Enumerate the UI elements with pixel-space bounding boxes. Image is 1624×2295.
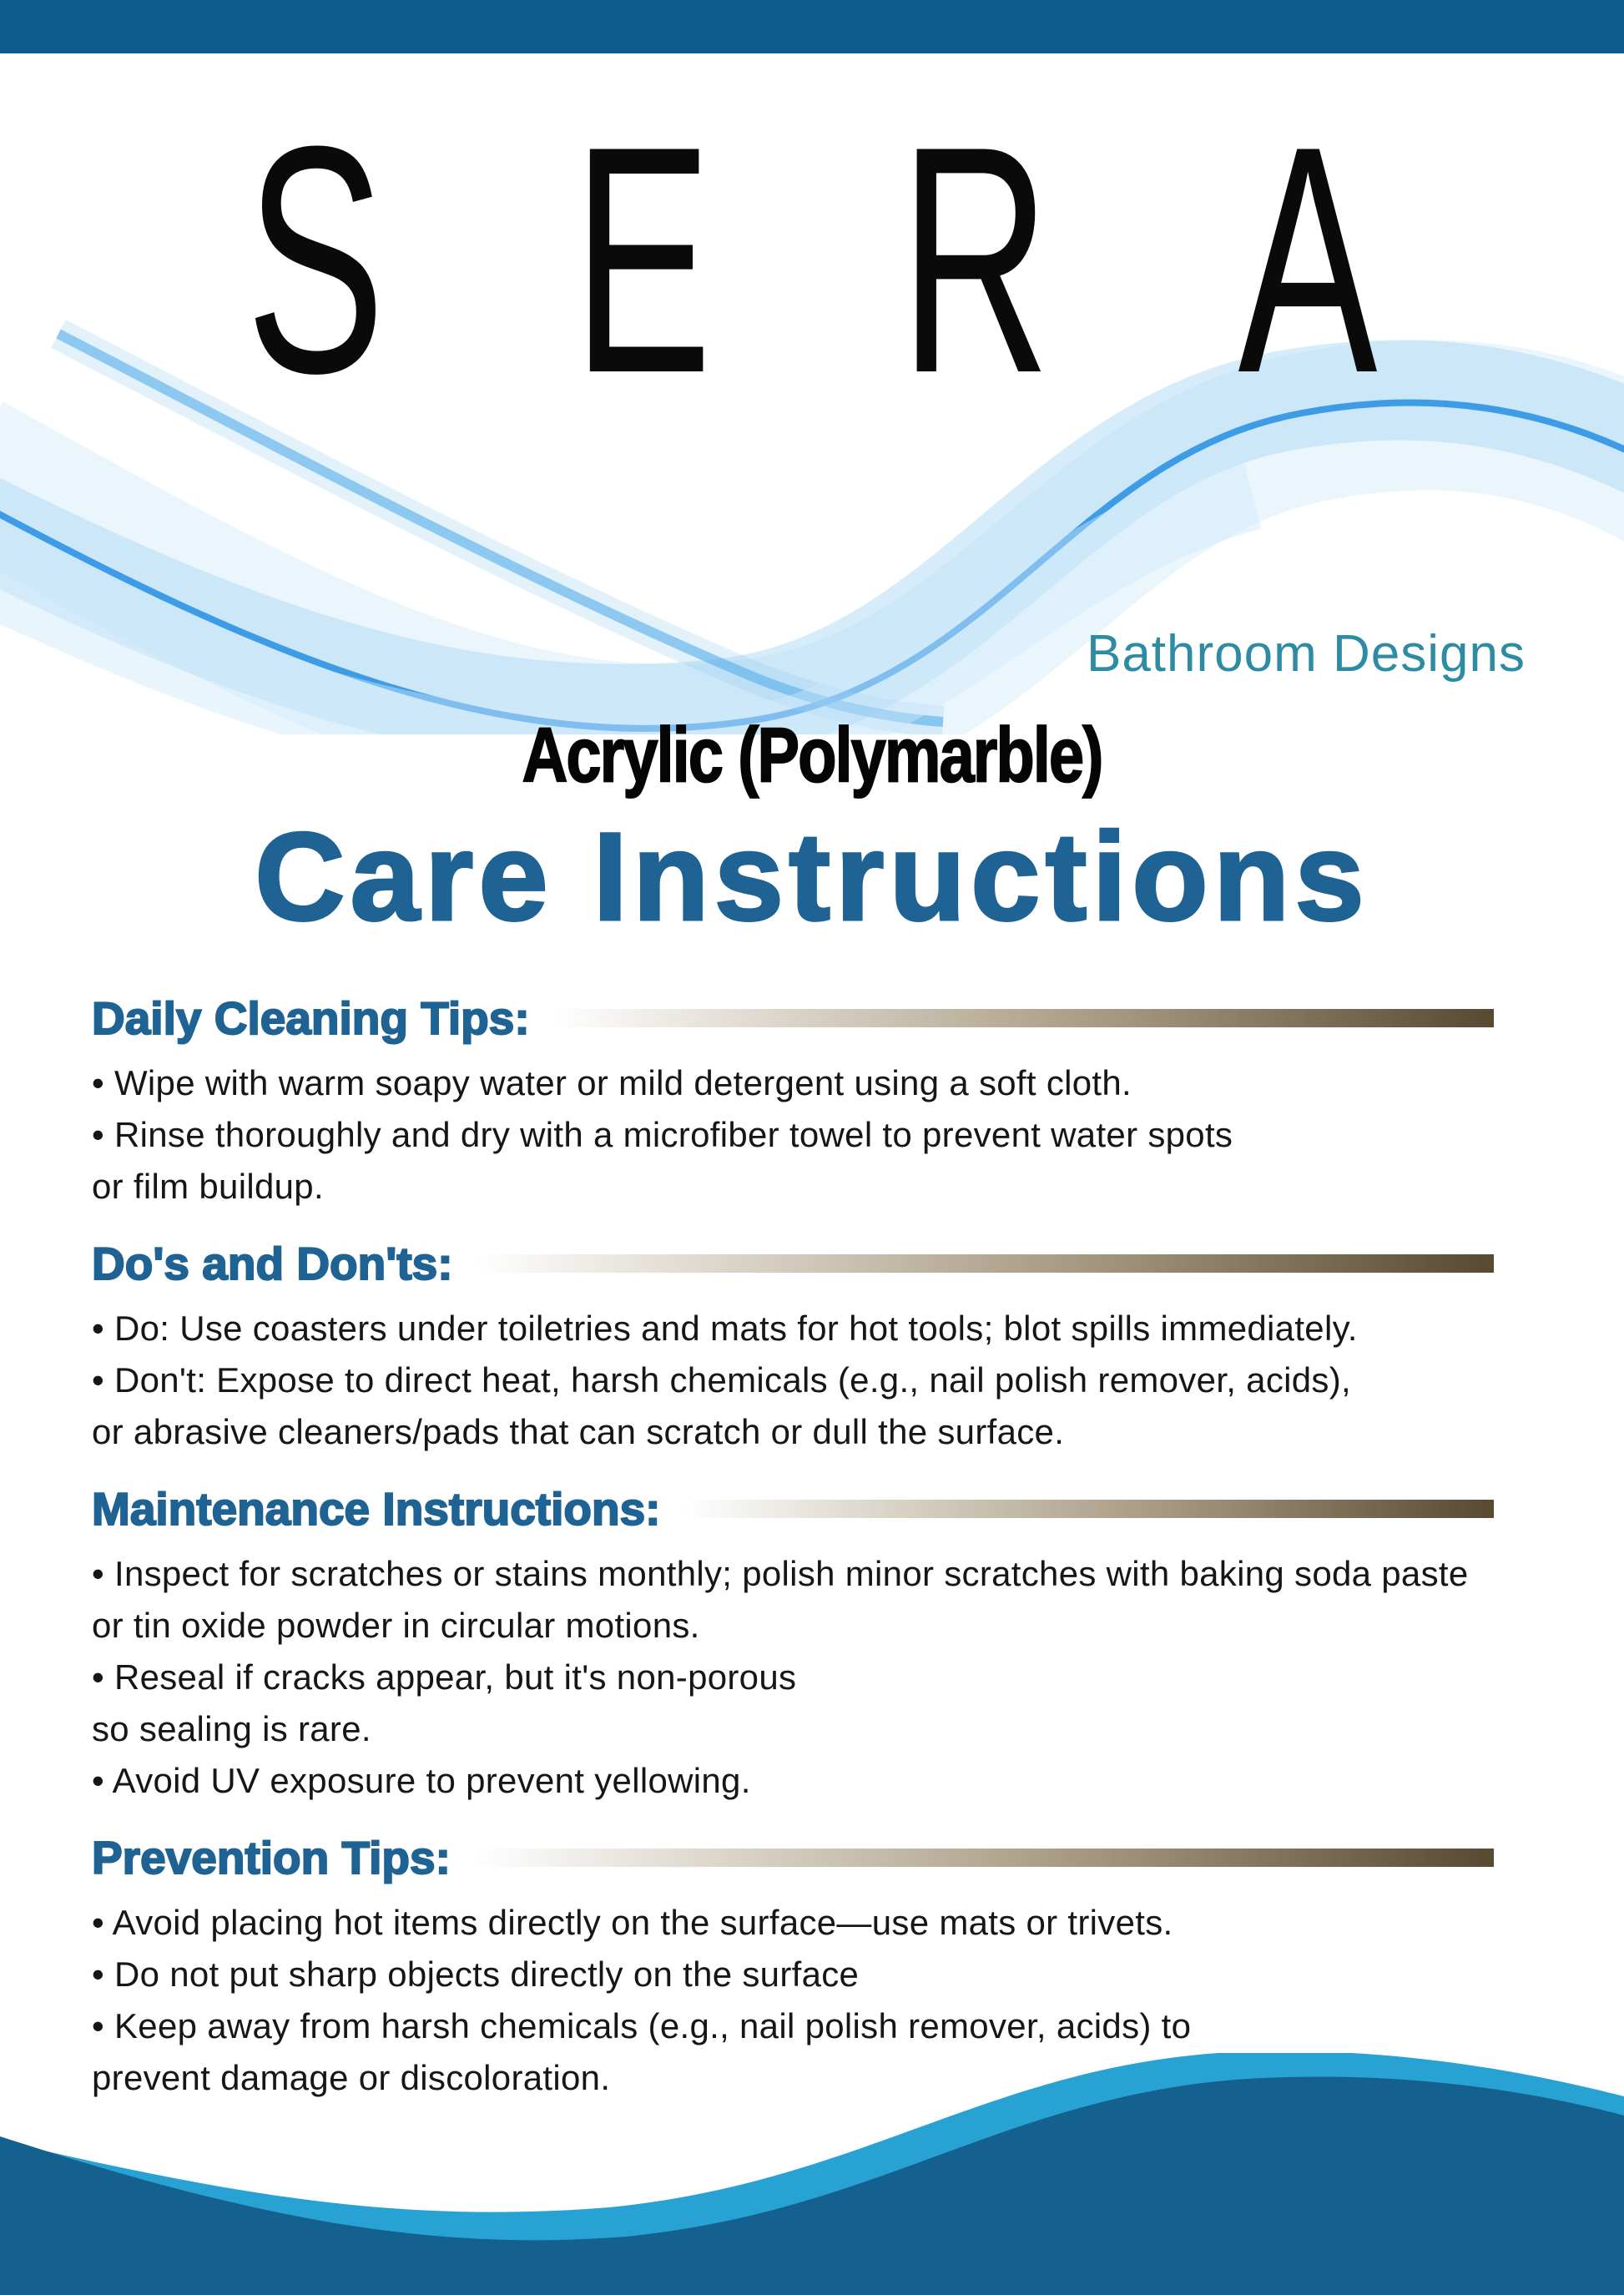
section-body (92, 1548, 1494, 1807)
bullet-line: • Avoid UV exposure to prevent yellowing. (92, 1761, 751, 1800)
bullet-line: or tin oxide powder in circular motions. (92, 1606, 700, 1645)
heading-gradient-rule (474, 1849, 1494, 1867)
section-daily-cleaning-tips (92, 989, 1494, 1213)
heading-gradient-rule (477, 1254, 1494, 1273)
bullet-line: or film buildup. (92, 1167, 324, 1206)
section-heading: Maintenance Instructions: (92, 1483, 661, 1535)
bullet-line: so sealing is rare. (92, 1709, 371, 1748)
bullet-line: • Reseal if cracks appear, but it's non-porous (92, 1657, 797, 1697)
section-body (92, 1057, 1494, 1213)
bullet-line: • Inspect for scratches or stains monthly; polish minor scratches with baking soda paste (92, 1554, 1469, 1593)
bullet-line: • Avoid placing hot items directly on the surface—use mats or trivets. (92, 1903, 1173, 1942)
section-heading-row (92, 1234, 1494, 1293)
bullet-line: • Rinse thoroughly and dry with a microfiber towel to prevent water spots (92, 1115, 1233, 1154)
bullet-line: • Do: Use coasters under toiletries and mats for hot tools; blot spills immediately. (92, 1309, 1358, 1348)
section-heading-row (92, 1480, 1494, 1538)
heading-gradient-rule (553, 1009, 1494, 1027)
bullet-line: prevent damage or discoloration. (92, 2058, 611, 2097)
section-heading: Prevention Tips: (92, 1832, 451, 1884)
bullet-line: • Do not put sharp objects directly on the surface (92, 1955, 860, 1994)
footer-wave-graphic (0, 2053, 1624, 2295)
top-accent-bar (0, 0, 1624, 53)
material-subtitle-text: Acrylic (Polymarble) (522, 712, 1102, 799)
section-maintenance-instructions (92, 1480, 1494, 1807)
bullet-line: or abrasive cleaners/pads that can scratch or dull the surface. (92, 1412, 1065, 1451)
page-title: Care Instructions (255, 806, 1369, 946)
section-heading: Do's and Don'ts: (92, 1238, 453, 1289)
section-heading: Daily Cleaning Tips: (92, 992, 530, 1044)
section-dos-and-donts (92, 1234, 1494, 1458)
bullet-line: • Wipe with warm soapy water or mild detergent using a soft cloth. (92, 1063, 1132, 1102)
brand-tagline: Bathroom Designs (1086, 625, 1526, 683)
section-heading-row (92, 989, 1494, 1047)
section-body (92, 1303, 1494, 1458)
bullet-line: • Don't: Expose to direct heat, harsh chemicals (e.g., nail polish remover, acids), (92, 1360, 1351, 1400)
section-heading-row (92, 1828, 1494, 1887)
brand-logo-text: SERA (245, 78, 1566, 441)
material-subtitle (0, 712, 1624, 799)
bullet-line: • Keep away from harsh chemicals (e.g., nail polish remover, acids) to (92, 2006, 1192, 2045)
heading-gradient-rule (683, 1500, 1494, 1518)
instructions-content (92, 989, 1494, 2126)
